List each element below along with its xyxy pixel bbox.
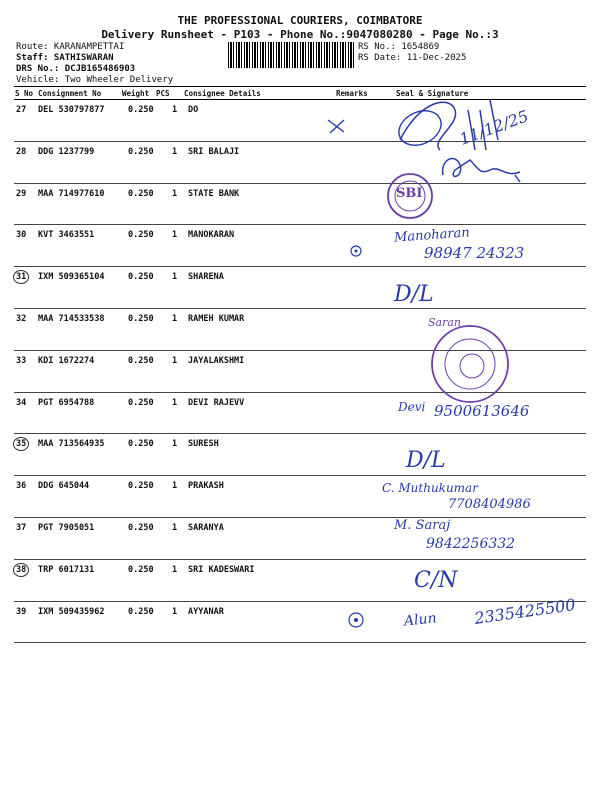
vehicle-label: Vehicle: Two Wheeler Delivery [16,75,174,85]
row-divider [14,266,586,267]
row-pcs: 1 [172,314,178,324]
row-weight: 0.250 [128,314,154,324]
row-pcs: 1 [172,188,178,199]
row-sno: 33 [16,355,27,366]
row-pcs: 1 [172,397,178,408]
row-weight: 0.250 [128,105,154,115]
row-consignee: SURESH [188,439,219,450]
row-consignee: SHARENA [188,272,224,283]
row-consignment: PGT 7905051 [38,523,95,533]
row-divider [14,392,586,393]
barcode [228,42,354,68]
row-divider [14,601,586,602]
row-pcs: 1 [172,146,178,157]
row-weight: 0.250 [128,146,154,157]
col-remarks: Remarks [336,89,368,98]
row-consignment: DDG 645044 [38,481,90,492]
sbi-seal-text: SBI [396,186,423,201]
row-consignment: MAA 714977610 [38,188,105,199]
row-consignee: DO [188,105,199,115]
row-consignee: SRI BALAJI [188,146,240,157]
hw-cn-row38: C/N [414,568,458,593]
row-consignment: IXM 509435962 [38,606,105,617]
row-weight: 0.250 [128,397,154,408]
hw-phone-row30: 98947 24323 [424,244,525,262]
rs-no-label: RS No.: 1654869 [358,42,440,52]
row-consignment: TRP 6017131 [38,564,95,575]
row-consignee: PRAKASH [188,481,224,492]
row-sno: 39 [16,606,27,617]
row-sno: 37 [16,523,27,533]
row-divider [14,308,586,309]
hw-phone-row36: 7708404986 [448,497,531,512]
drs-no-label: DRS No.: DCJB165486903 [16,64,136,74]
row-divider [14,559,586,560]
row-consignee: RAMEH KUMAR [188,314,245,324]
col-sno: S No [15,89,34,98]
row-sno: 29 [16,188,27,199]
row-consignee: DEVI RAJEVV [188,397,245,408]
hw-date-row27: 11/12/25 [456,106,531,149]
row-consignee: MANOKARAN [188,230,235,241]
row-divider [14,141,586,142]
hw-name-row37: M. Saraj [394,518,451,533]
row-divider [14,517,586,518]
row-consignment: KDI 1672274 [38,355,95,366]
row-consignment: DEL 530797877 [38,105,105,115]
col-pcs: PCS [156,89,170,98]
row-consignment: MAA 713564935 [38,439,105,450]
row-consignment: PGT 6954788 [38,397,95,408]
row-weight: 0.250 [128,564,154,575]
row-pcs: 1 [172,564,178,575]
hw-name-row34: Devi [398,400,426,414]
company-title: THE PROFESSIONAL COURIERS, COIMBATORE [177,14,423,27]
row-pcs: 1 [172,272,178,283]
hw-name-row36: C. Muthukumar [382,481,478,495]
row-sno: 32 [16,314,27,324]
row-consignment: DDG 1237799 [38,146,95,157]
row-pcs: 1 [172,105,178,115]
row-pcs: 1 [172,523,178,533]
row-weight: 0.250 [128,230,154,241]
row-consignment: IXM 509365104 [38,272,105,283]
row-pcs: 1 [172,355,178,366]
hw-name-row33: Saran [428,316,461,329]
hw-phone-row34: 9500613646 [434,402,530,420]
cross-mark [328,120,344,133]
row-weight: 0.250 [128,272,154,283]
row-sno: 27 [16,105,27,115]
col-seal: Seal & Signature [396,89,469,98]
remark-circle-row39 [349,613,363,627]
row-weight: 0.250 [128,439,154,450]
row-consignee: AYYANAR [188,606,224,617]
row-pcs: 1 [172,439,178,450]
hw-dl-row35: D/L [406,448,446,473]
row-consignment: KVT 3463551 [38,230,95,241]
hw-name-row39: Alun [403,610,438,630]
row-sno: 30 [16,230,27,241]
remark-circle-row30 [351,246,361,256]
runsheet-title: Delivery Runsheet - P103 - Phone No.:9047080280 - Page No.:3 [101,28,499,41]
row-weight: 0.250 [128,481,154,492]
row-divider [14,475,586,476]
row-consignment: MAA 714533538 [38,314,105,324]
row-consignee: STATE BANK [188,188,240,199]
row-weight: 0.250 [128,355,154,366]
row-divider [14,183,586,184]
col-consignee: Consignee Details [184,89,261,98]
row-weight: 0.250 [128,606,154,617]
row-sno: 35 [13,437,29,451]
hw-phone-row37: 9842256332 [426,536,516,552]
hw-name-row30: Manoharan [393,225,471,246]
row-consignee: SRI KADESWARI [188,564,255,575]
row-weight: 0.250 [128,523,154,533]
row-divider [14,433,586,434]
header-rule-bottom [14,99,586,100]
row-sno: 38 [13,563,29,577]
col-weight: Weight [122,89,150,98]
seal-row33 [432,326,508,402]
row-sno: 31 [13,270,29,284]
hw-phone-row39: 2335425500 [473,595,577,628]
row-pcs: 1 [172,230,178,241]
row-divider [14,224,586,225]
stamp-row27 [393,104,446,152]
row-sno: 28 [16,146,27,157]
row-pcs: 1 [172,481,178,492]
hw-dl-row31: D/L [394,282,434,307]
row-divider [14,642,586,643]
rs-date-label: RS Date: 11-Dec-2025 [358,53,467,63]
staff-label: Staff: SATHISWARAN [16,53,114,63]
row-consignee: JAYALAKSHMI [188,355,245,366]
header-rule-top [14,86,586,87]
row-weight: 0.250 [128,188,154,199]
col-consignment: Consignment No [38,89,102,98]
row-divider [14,350,586,351]
route-label: Route: KARANAMPETTAI [16,42,125,52]
row-consignee: SARANYA [188,523,224,533]
signature-row28 [443,158,520,182]
row-pcs: 1 [172,606,178,617]
row-sno: 34 [16,397,27,408]
row-sno: 36 [16,481,27,492]
